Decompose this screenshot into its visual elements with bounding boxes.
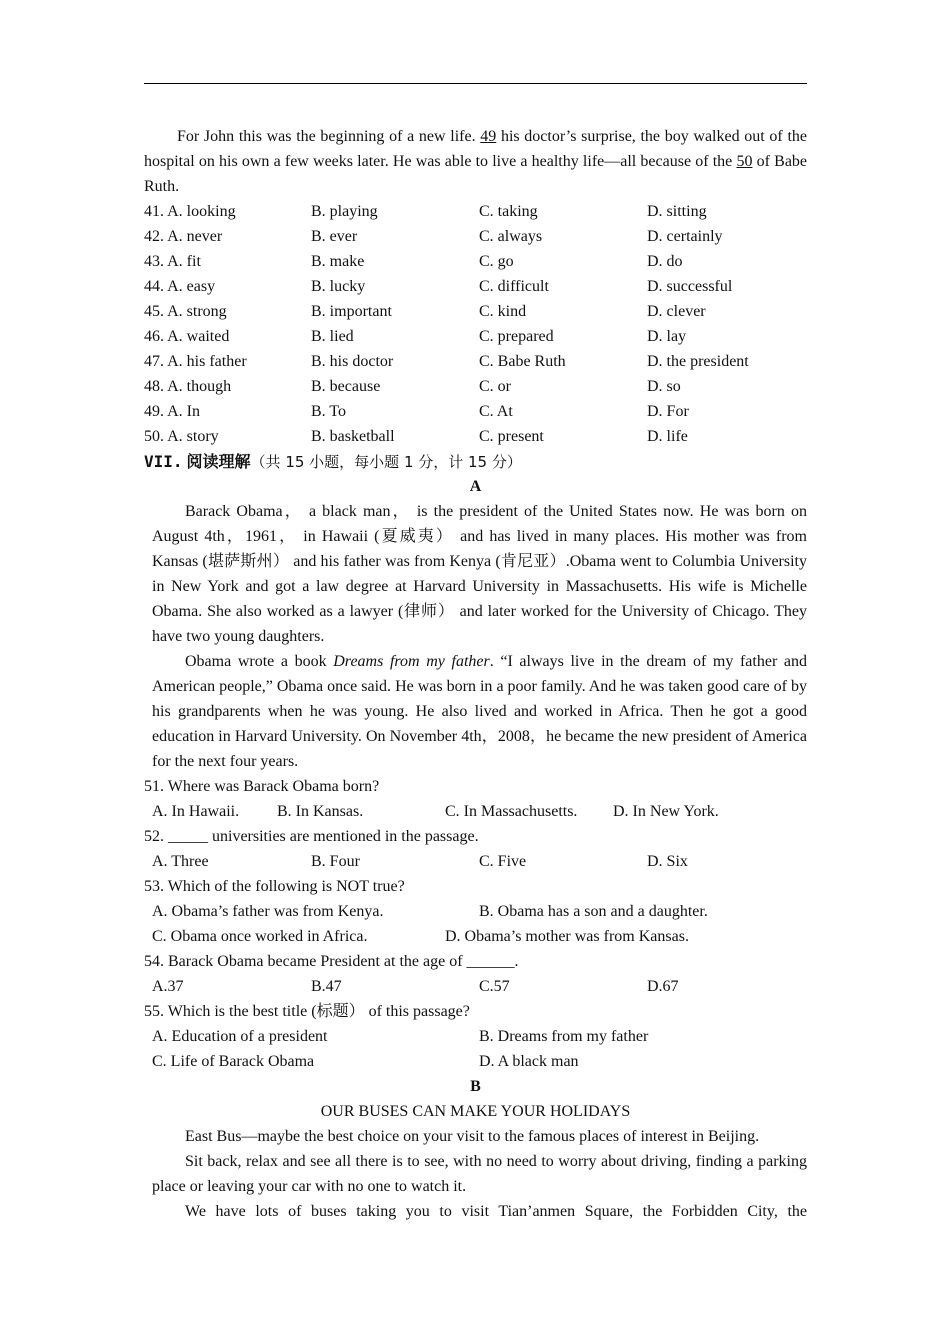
- question-options-row-2: C. Obama once worked in Africa. D. Obama’s mother was from Kansas.: [152, 928, 689, 945]
- option-row-49: 49. A. In B. To C. At D. For: [144, 403, 689, 420]
- question-options-row-2: C. Life of Barack Obama D. A black man: [152, 1053, 579, 1070]
- question-53: [144, 874, 807, 949]
- passage-b-paragraph-2: Sit back, relax and see all there is to see, with no need to worry about driving, finding a parking place or leaving your car with no one to watch it.: [152, 1153, 807, 1195]
- section-title: 阅读理解: [186, 452, 251, 471]
- passage-b-label: B: [470, 1078, 481, 1095]
- passage-a-paragraph-2: Obama wrote a book Dreams from my father. “I always live in the dream of my father and American people,” Obama once said. He was born in a poor family. And he was taken good care of by his grandparents when he was young. He also lived and worked in Africa. Then he got a good education in Harvard University. On November 4th，2008，he became the new president of America for the next four years.: [152, 653, 808, 770]
- question-options: A.37 B.47 C.57 D.67: [152, 978, 679, 995]
- section-number: VII.: [144, 452, 183, 471]
- option-row-47: 47. A. his father B. his doctor C. Babe Ruth D. the president: [144, 353, 749, 370]
- question-52: [144, 824, 807, 874]
- passage-b-paragraph-1: East Bus—maybe the best choice on your visit to the famous places of interest in Beijing.: [185, 1128, 760, 1145]
- passage-b-title: OUR BUSES CAN MAKE YOUR HOLIDAYS: [320, 1103, 631, 1120]
- passage-text: For John this was the beginning of a new life.: [177, 128, 481, 145]
- passage-text: of Babe Ruth.: [144, 153, 808, 195]
- option-row-46: 46. A. waited B. lied C. prepared D. lay: [144, 328, 687, 345]
- question-54: [144, 949, 807, 999]
- question-options-row-1: A. Obama’s father was from Kenya. B. Obama has a son and a daughter.: [152, 903, 708, 920]
- option-row-44: 44. A. easy B. lucky C. difficult D. successful: [144, 278, 733, 295]
- cloze-passage-end: [144, 124, 807, 199]
- header-rule: [144, 83, 807, 84]
- passage-a-label: A: [469, 478, 482, 495]
- section-description: （共 15 小题，每小题 1 分，计 15 分）: [250, 453, 522, 471]
- option-row-48: 48. A. though B. because C. or D. so: [144, 378, 681, 395]
- question-51: [144, 774, 807, 824]
- book-title: Dreams from my father: [333, 653, 490, 670]
- question-stem: 53. Which of the following is NOT true?: [144, 878, 405, 895]
- question-stem: 52. _____ universities are mentioned in the passage.: [144, 828, 479, 845]
- passage-a-paragraph-1: Barack Obama， a black man， is the president of the United States now. He was born on August 4th，1961， in Hawaii (夏威夷） and has lived in many places. His mother was from Kansas (堪萨斯州） and his father was from Kenya (肯尼亚）.Obama went to Columbia University in New York and got a law degree at Harvard University in Massachusetts. His wife is Michelle Obama. She also worked as a lawyer (律师） and later worked for the University of Chicago. They have two young daughters.: [152, 503, 807, 645]
- passage-b: [152, 1124, 807, 1224]
- question-stem: 54. Barack Obama became President at the age of ______.: [144, 953, 519, 970]
- blank-50: 50: [736, 153, 753, 170]
- question-55: [144, 999, 807, 1074]
- option-row-42: 42. A. never B. ever C. always D. certainly: [144, 228, 723, 245]
- option-row-50: 50. A. story B. basketball C. present D. life: [144, 428, 688, 445]
- option-row-43: 43. A. fit B. make C. go D. do: [144, 253, 683, 270]
- exam-page: [144, 124, 807, 1224]
- blank-49: 49: [480, 128, 497, 145]
- option-row-45: 45. A. strong B. important C. kind D. clever: [144, 303, 706, 320]
- question-options-row-1: A. Education of a president B. Dreams from my father: [152, 1028, 649, 1045]
- question-stem: 55. Which is the best title (标题） of this passage?: [144, 1003, 470, 1020]
- section-heading: [144, 449, 807, 474]
- passage-text: his doctor’s surprise, the boy walked out of the hospital on his own a few weeks later. He was able to live a healthy life—all because of the: [144, 128, 807, 170]
- question-options: A. Three B. Four C. Five D. Six: [152, 853, 688, 870]
- question-options: A. In Hawaii. B. In Kansas. C. In Massachusetts. D. In New York.: [152, 803, 719, 820]
- cloze-options: [144, 199, 807, 449]
- question-stem: 51. Where was Barack Obama born?: [144, 778, 380, 795]
- passage-a: [152, 499, 807, 774]
- passage-b-paragraph-3: We have lots of buses taking you to visit Tian’anmen Square, the Forbidden City, the: [185, 1203, 807, 1220]
- option-row-41: 41. A. looking B. playing C. taking D. sitting: [144, 203, 707, 220]
